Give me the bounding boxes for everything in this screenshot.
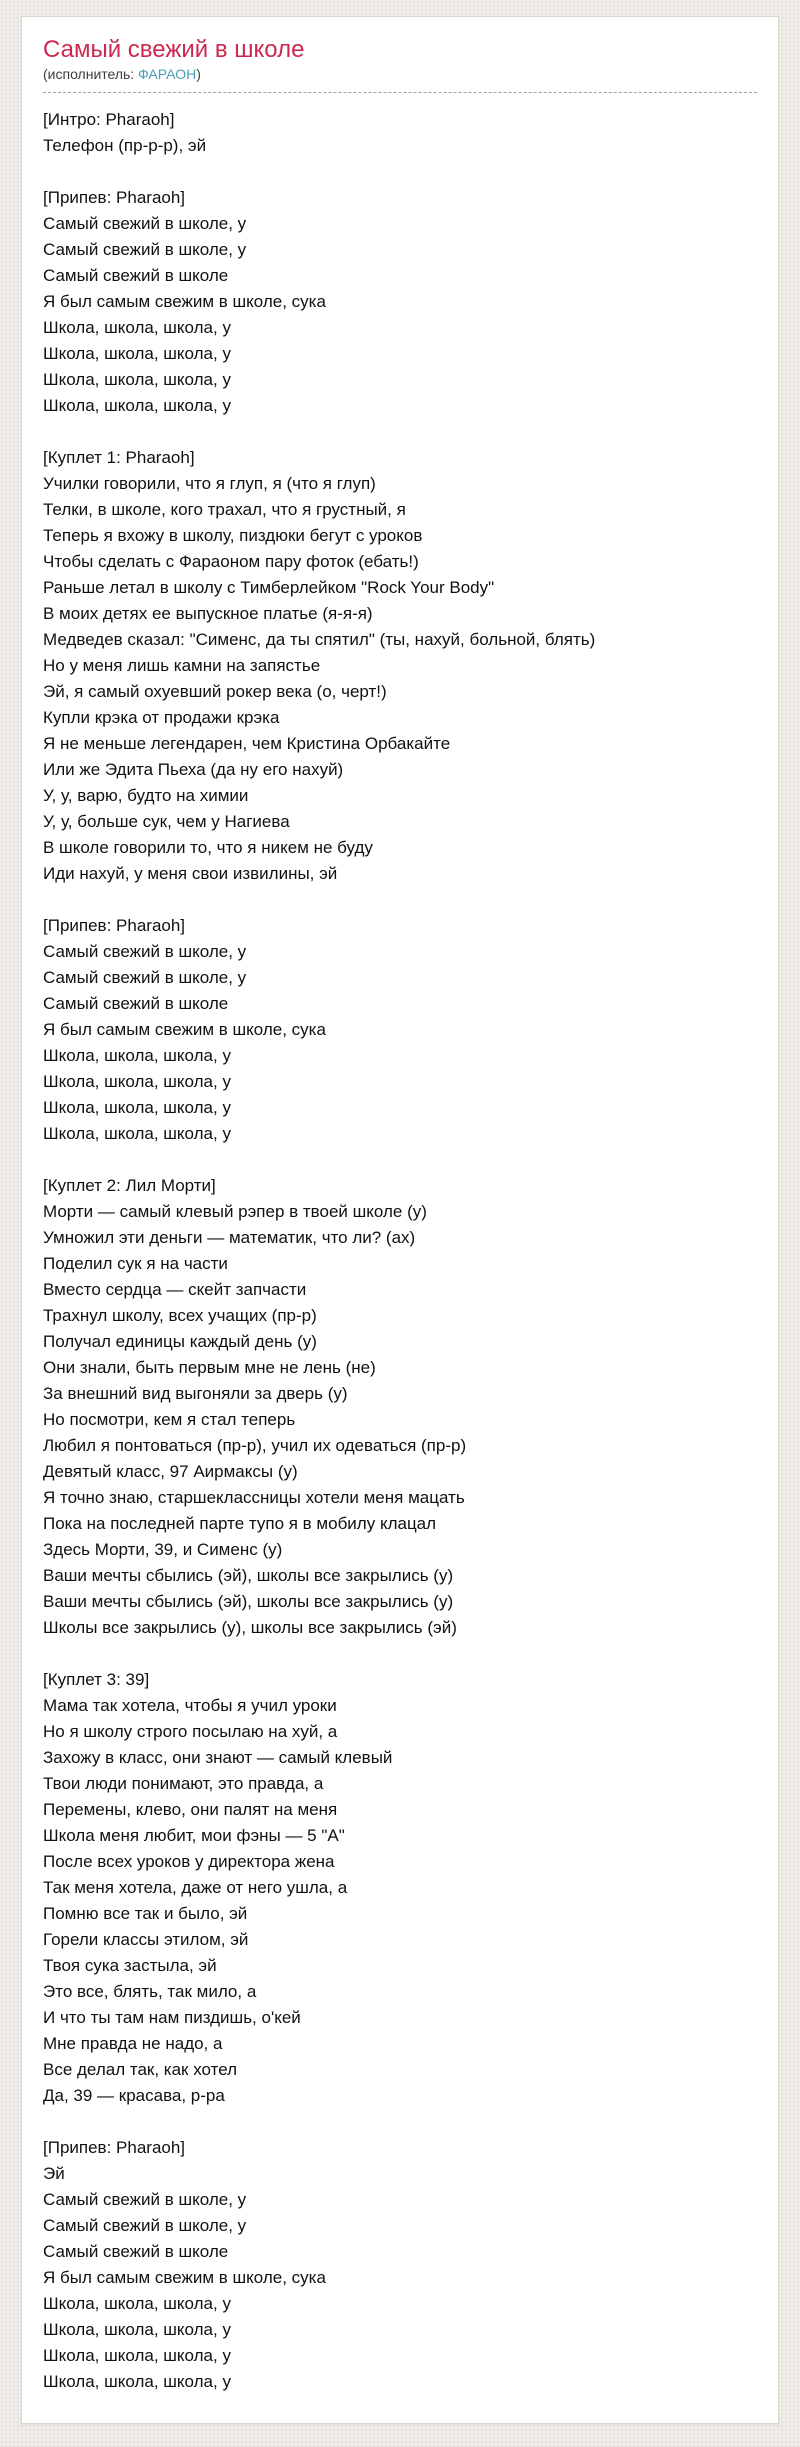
lyric-line: Медведев сказал: "Сименс, да ты спятил" (ты, нахуй, больной, блять) <box>43 630 596 649</box>
lyric-line: Мне правда не надо, а <box>43 2034 223 2053</box>
lyric-line: [Припев: Pharaoh] <box>43 188 186 207</box>
lyric-line: Помню все так и было, эй <box>43 1904 248 1923</box>
lyric-line: [Куплет 1: Pharaoh] <box>43 448 195 467</box>
lyric-line: Но у меня лишь камни на запястье <box>43 656 321 675</box>
lyric-line: Самый свежий в школе <box>43 266 229 285</box>
lyric-line: Училки говорили, что я глуп, я (что я глуп) <box>43 474 376 493</box>
page-title: Самый свежий в школе <box>43 36 305 63</box>
lyric-line: Горели классы этилом, эй <box>43 1930 249 1949</box>
lyric-line: Я точно знаю, старшеклассницы хотели меня мацать <box>43 1488 465 1507</box>
lyric-line: Ваши мечты сбылись (эй), школы все закрылись (у) <box>43 1592 454 1611</box>
lyric-line: Школа, школа, школа, у <box>43 2346 231 2365</box>
lyric-line: Или же Эдита Пьеха (да ну его нахуй) <box>43 760 344 779</box>
lyric-line: Так меня хотела, даже от него ушла, а <box>43 1878 348 1897</box>
lyric-line: Школы все закрылись (у), школы все закрылись (эй) <box>43 1618 457 1637</box>
lyric-line: Школа, школа, школа, у <box>43 318 231 337</box>
lyric-line: [Интро: Pharaoh] <box>43 110 175 129</box>
lyric-line: Самый свежий в школе, у <box>43 240 247 259</box>
lyric-line: Раньше летал в школу с Тимберлейком "Rock Your Body" <box>43 578 495 597</box>
lyric-line: За внешний вид выгоняли за дверь (у) <box>43 1384 348 1403</box>
lyric-line: Школа, школа, школа, у <box>43 2320 231 2339</box>
lyric-line: Но я школу строго посылаю на хуй, а <box>43 1722 338 1741</box>
lyric-line: Пока на последней парте тупо я в мобилу клацал <box>43 1514 437 1533</box>
artist-label-suffix: ) <box>196 66 201 82</box>
artist-link[interactable]: ФАРАОН <box>138 66 197 82</box>
lyric-stanza <box>43 1667 757 2109</box>
lyric-line: Эй, я самый охуевший рокер века (о, черт!) <box>43 682 387 701</box>
lyric-stanza <box>43 913 757 1147</box>
lyric-line: Они знали, быть первым мне не лень (не) <box>43 1358 376 1377</box>
lyric-line: Ваши мечты сбылись (эй), школы все закрылись (у) <box>43 1566 454 1585</box>
lyric-line: Самый свежий в школе, у <box>43 968 247 987</box>
lyric-line: Умножил эти деньги — математик, что ли? (ах) <box>43 1228 416 1247</box>
lyric-line: Мама так хотела, чтобы я учил уроки <box>43 1696 337 1715</box>
artist-label-prefix: (исполнитель: <box>43 66 139 82</box>
lyric-line: Школа, школа, школа, у <box>43 1072 231 1091</box>
lyric-line: Да, 39 — красава, р-ра <box>43 2086 225 2105</box>
lyric-line: Перемены, клево, они палят на меня <box>43 1800 338 1819</box>
lyric-line: Школа, школа, школа, у <box>43 370 231 389</box>
lyric-stanza <box>43 445 757 887</box>
lyric-line: Поделил сук я на части <box>43 1254 228 1273</box>
lyric-line: [Куплет 3: 39] <box>43 1670 150 1689</box>
lyric-line: Это все, блять, так мило, а <box>43 1982 257 2001</box>
lyric-stanza <box>43 107 757 159</box>
lyric-stanza <box>43 2135 757 2395</box>
lyrics <box>43 107 757 2395</box>
lyric-line: Самый свежий в школе <box>43 994 229 1013</box>
lyric-line: Любил я понтоваться (пр-р), учил их одеваться (пр-р) <box>43 1436 467 1455</box>
lyric-line: Морти — самый клевый рэпер в твоей школе (у) <box>43 1202 427 1221</box>
lyric-line: Купли крэка от продажи крэка <box>43 708 280 727</box>
lyric-line: Но посмотри, кем я стал теперь <box>43 1410 296 1429</box>
lyric-line: Школа, школа, школа, у <box>43 2294 231 2313</box>
lyric-line: Я был самым свежим в школе, сука <box>43 292 326 311</box>
lyric-line: Школа, школа, школа, у <box>43 1098 231 1117</box>
lyric-line: Все делал так, как хотел <box>43 2060 237 2079</box>
lyric-line: Телки, в школе, кого трахал, что я грустный, я <box>43 500 406 519</box>
lyric-line: Самый свежий в школе, у <box>43 2190 247 2209</box>
lyric-line: Иди нахуй, у меня свои извилины, эй <box>43 864 338 883</box>
lyric-line: Девятый класс, 97 Аирмаксы (у) <box>43 1462 298 1481</box>
lyric-line: Захожу в класс, они знают — самый клевый <box>43 1748 393 1767</box>
lyric-line: Телефон (пр-р-р), эй <box>43 136 207 155</box>
lyric-line: Школа, школа, школа, у <box>43 1124 231 1143</box>
lyric-stanza <box>43 185 757 419</box>
lyric-line: У, у, варю, будто на химии <box>43 786 249 805</box>
lyric-line: Школа меня любит, мои фэны — 5 "А" <box>43 1826 345 1845</box>
lyric-stanza <box>43 1173 757 1641</box>
lyric-line: В школе говорили то, что я никем не буду <box>43 838 373 857</box>
lyric-line: Трахнул школу, всех учащих (пр-р) <box>43 1306 317 1325</box>
lyric-line: Самый свежий в школе <box>43 2242 229 2261</box>
lyrics-card <box>21 16 779 2424</box>
lyric-line: После всех уроков у директора жена <box>43 1852 335 1871</box>
lyric-line: Здесь Морти, 39, и Сименс (у) <box>43 1540 283 1559</box>
lyric-line: Школа, школа, школа, у <box>43 344 231 363</box>
lyric-line: Я был самым свежим в школе, сука <box>43 1020 326 1039</box>
lyric-line: Твои люди понимают, это правда, а <box>43 1774 324 1793</box>
lyric-line: [Куплет 2: Лил Морти] <box>43 1176 216 1195</box>
lyric-line: Твоя сука застыла, эй <box>43 1956 217 1975</box>
lyric-line: У, у, больше сук, чем у Нагиева <box>43 812 290 831</box>
lyric-line: Чтобы сделать с Фараоном пару фоток (ебать!) <box>43 552 419 571</box>
lyric-line: И что ты там нам пиздишь, о'кей <box>43 2008 301 2027</box>
lyric-line: Я не меньше легендарен, чем Кристина Орбакайте <box>43 734 451 753</box>
lyric-line: Эй <box>43 2164 65 2183</box>
lyric-line: Самый свежий в школе, у <box>43 2216 247 2235</box>
lyric-line: Я был самым свежим в школе, сука <box>43 2268 326 2287</box>
lyric-line: Школа, школа, школа, у <box>43 1046 231 1065</box>
lyric-line: [Припев: Pharaoh] <box>43 916 186 935</box>
lyric-line: Теперь я вхожу в школу, пиздюки бегут с уроков <box>43 526 423 545</box>
lyric-line: Самый свежий в школе, у <box>43 214 247 233</box>
lyric-line: Школа, школа, школа, у <box>43 2372 231 2391</box>
lyric-line: Вместо сердца — скейт запчасти <box>43 1280 307 1299</box>
lyric-line: Школа, школа, школа, у <box>43 396 231 415</box>
artist-line <box>43 66 757 93</box>
lyric-line: Самый свежий в школе, у <box>43 942 247 961</box>
lyric-line: Получал единицы каждый день (у) <box>43 1332 317 1351</box>
lyric-line: В моих детях ее выпускное платье (я-я-я) <box>43 604 373 623</box>
lyric-line: [Припев: Pharaoh] <box>43 2138 186 2157</box>
